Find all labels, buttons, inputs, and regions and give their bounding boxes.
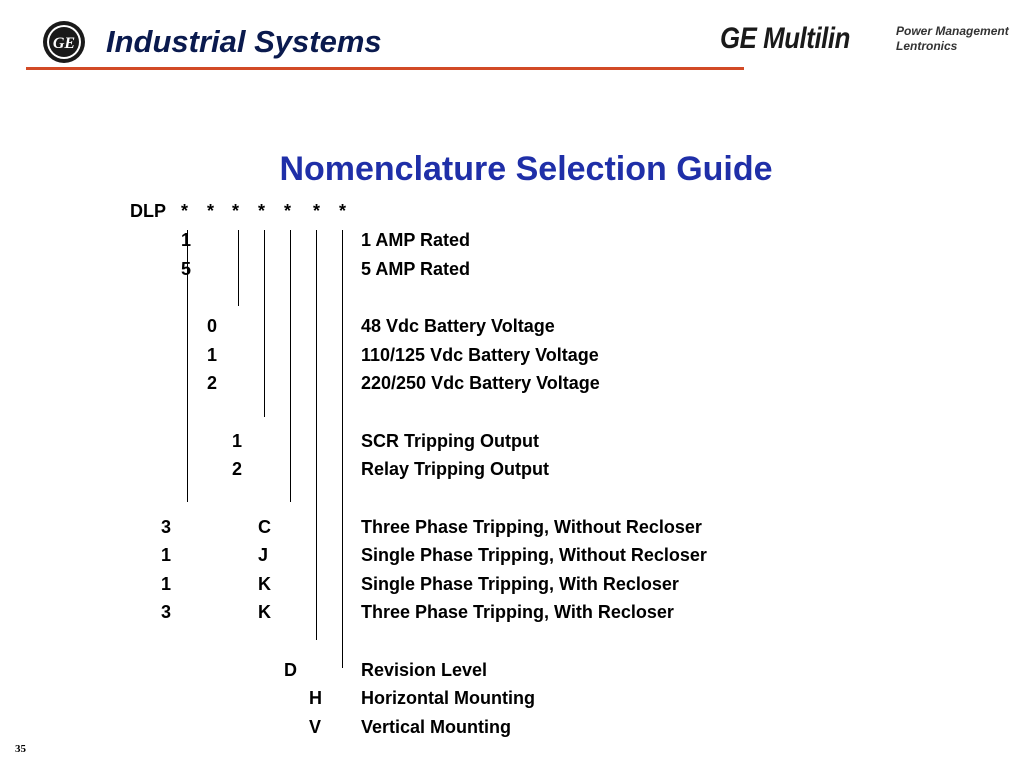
row-description: Horizontal Mounting: [361, 688, 535, 708]
row-code: H: [309, 688, 322, 708]
code-position-5: *: [284, 201, 292, 221]
code-position-1: *: [181, 201, 189, 221]
row-code: 2: [207, 373, 218, 393]
row-description: Relay Tripping Output: [361, 459, 549, 479]
brand-logo: GE Multilin: [720, 22, 850, 55]
page-title: Nomenclature Selection Guide: [279, 150, 773, 188]
brand-subtitle-2: Lentronics: [896, 39, 958, 53]
row-code: K: [258, 602, 271, 622]
row-code: C: [258, 517, 271, 537]
page-number: 35: [15, 743, 26, 755]
row-code: 2: [232, 459, 243, 479]
row-code: 1: [207, 345, 218, 365]
code-prefix: DLP: [130, 201, 166, 221]
code-position-2: *: [207, 201, 215, 221]
row-description: Single Phase Tripping, With Recloser: [361, 574, 679, 594]
connector-line-5: [316, 230, 317, 640]
row-code: 5: [181, 259, 192, 279]
row-code: 3: [161, 602, 172, 622]
row-description: Vertical Mounting: [361, 717, 512, 737]
row-description: 5 AMP Rated: [361, 259, 471, 279]
row-code: K: [258, 574, 271, 594]
row-description: 1 AMP Rated: [361, 230, 471, 250]
row-code: D: [284, 660, 297, 680]
ge-monogram-icon: [42, 20, 86, 64]
row-code: 3: [161, 517, 172, 537]
row-description: 110/125 Vdc Battery Voltage: [361, 345, 599, 365]
row-code: 1: [232, 431, 243, 451]
row-description: Three Phase Tripping, Without Recloser: [361, 517, 702, 537]
code-position-3: *: [232, 201, 240, 221]
row-code: 1: [161, 545, 172, 565]
header-title: Industrial Systems: [106, 24, 382, 59]
code-position-6: *: [313, 201, 321, 221]
logo-lettering: GE: [52, 35, 76, 52]
row-description: Three Phase Tripping, With Recloser: [361, 602, 674, 622]
connector-line-3: [264, 230, 265, 417]
code-position-7: *: [339, 201, 347, 221]
row-description: 220/250 Vdc Battery Voltage: [361, 373, 600, 393]
header-rule: [26, 67, 744, 70]
code-position-4: *: [258, 201, 266, 221]
row-description: SCR Tripping Output: [361, 431, 539, 451]
row-code: V: [309, 717, 322, 737]
connector-line-6: [342, 230, 343, 668]
row-code: 1: [161, 574, 172, 594]
connector-line-2: [238, 230, 239, 306]
row-description: Revision Level: [361, 660, 488, 680]
row-code: J: [258, 545, 269, 565]
brand-subtitle-1: Power Management: [896, 24, 1009, 38]
row-code: 0: [207, 316, 218, 336]
connector-line-4: [290, 230, 291, 502]
row-code: 1: [181, 230, 192, 250]
row-description: Single Phase Tripping, Without Recloser: [361, 545, 707, 565]
row-description: 48 Vdc Battery Voltage: [361, 316, 555, 336]
